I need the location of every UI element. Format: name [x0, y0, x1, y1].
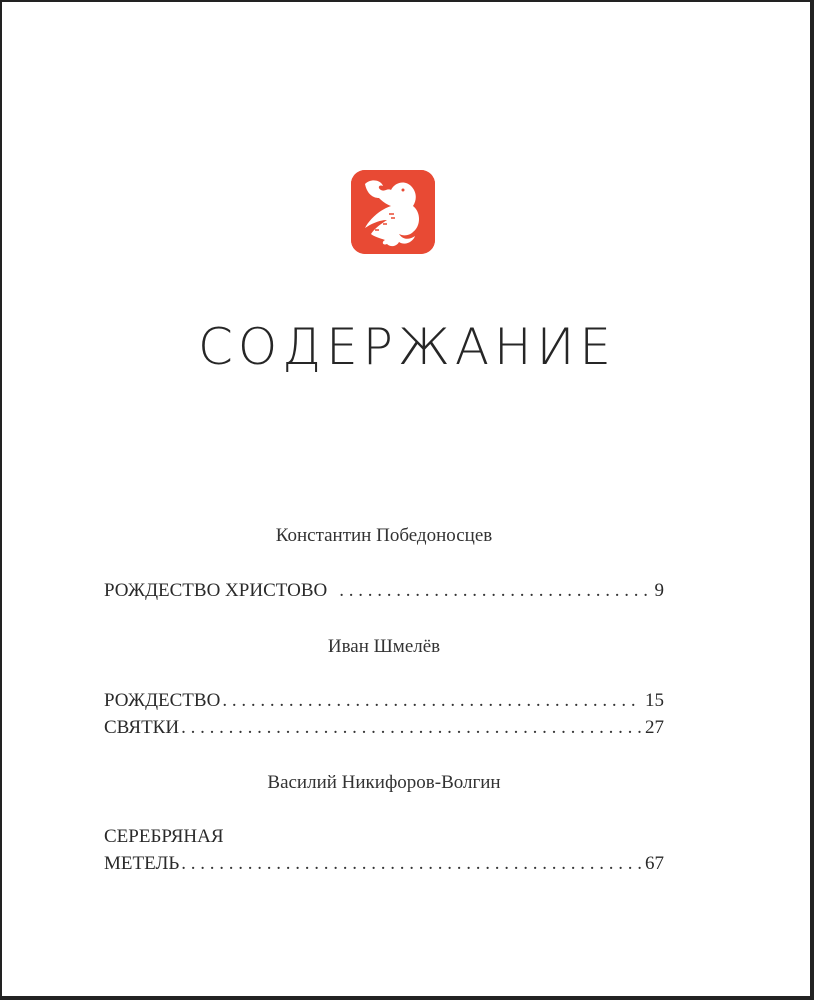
dot-leader	[222, 688, 641, 714]
bird-logo-icon	[351, 170, 435, 254]
toc-entry[interactable]	[104, 688, 664, 714]
toc-entry-title: РОЖДЕСТВО	[104, 690, 221, 711]
toc-entry[interactable]	[104, 715, 664, 741]
author-name: Иван Шмелёв	[327, 636, 441, 657]
toc-entry-page: 9	[654, 580, 664, 601]
toc-entry-page: 27	[645, 717, 664, 738]
page-title: СОДЕРЖАНИЕ	[198, 318, 616, 376]
toc-entry-page: 15	[645, 690, 664, 711]
author-name: Константин Победоносцев	[275, 525, 493, 546]
toc-entry-page: 67	[645, 853, 664, 874]
publisher-logo	[351, 170, 435, 254]
dot-leader	[181, 851, 641, 877]
toc-entry[interactable]	[104, 851, 664, 877]
toc-entry[interactable]	[104, 578, 664, 604]
toc-entry-title: РОЖДЕСТВО ХРИСТОВО	[104, 580, 328, 601]
dot-leader	[339, 578, 650, 604]
toc-entry-title-line1[interactable]: СЕРЕБРЯНАЯ	[104, 826, 224, 847]
toc-entry-title-line2: МЕТЕЛЬ	[104, 853, 180, 874]
dot-leader	[181, 715, 641, 741]
toc-entry-title: СВЯТКИ	[104, 717, 180, 738]
author-name: Василий Никифоров-Волгин	[267, 772, 501, 793]
